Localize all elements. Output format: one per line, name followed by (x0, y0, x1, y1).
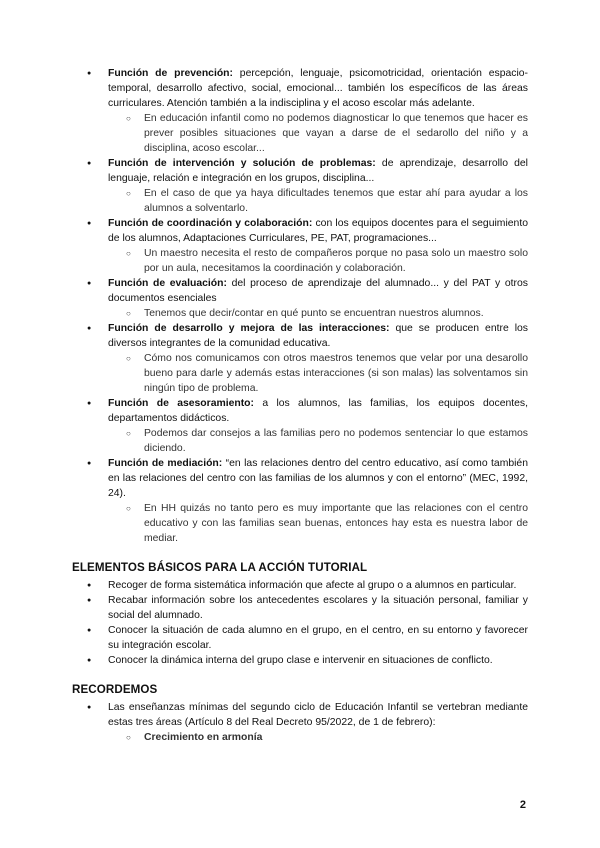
list-item (72, 321, 528, 396)
item-title: Función de coordinación y colaboración: (108, 218, 313, 229)
list-item (72, 66, 528, 156)
list-item (72, 700, 528, 745)
area-title: Crecimiento en armonía (144, 732, 263, 743)
item-text: percepción, lenguaje, psicomotricidad, orientación espacio- temporal, desarrollo afectivo, social, emocional... también los específicos de las áreas curriculares. Atención también a la indisciplina y el acoso escolar más adelante. (108, 68, 528, 109)
list-item: ● Conocer la situación de cada alumno en el grupo, en el centro, en su entorno y favorecer su integración escolar. (72, 623, 528, 653)
item-text: que se producen entre los diversos integrantes de la comunidad educativa. (108, 323, 528, 349)
list-item: ● Recoger de forma sistemática información que afecte al grupo o a alumnos en particular. (72, 578, 528, 593)
sub-list-item: ○ Podemos dar consejos a las familias pero no podemos sentenciar lo que estamos diciendo. (108, 426, 528, 456)
sub-list-item: ○ En el caso de que ya haya dificultades tenemos que estar ahí para ayudar a los alumnos a solventarlo. (108, 186, 528, 216)
list-item (72, 456, 528, 546)
section-heading-elementos: ELEMENTOS BÁSICOS PARA LA ACCIÓN TUTORIAL (72, 561, 368, 574)
page-number: 2 (519, 799, 526, 811)
list-item: ● Conocer la dinámica interna del grupo clase e intervenir en situaciones de conflicto. (72, 653, 528, 668)
sub-list-item: ○ En HH quizás no tanto pero es muy importante que las relaciones con el centro educativo y con las familias sean buenas, entonces hay esta es nuestra labor de mediar. (108, 501, 528, 546)
section-heading-recordemos: RECORDEMOS (72, 683, 158, 696)
sub-list-item: ○ Un maestro necesita el resto de compañeros porque no pasa solo un maestro solo por un aula, necesitamos la coordinación y colaboración. (108, 246, 528, 276)
item-title: Función de prevención: (108, 68, 233, 79)
item-title: Función de evaluación: (108, 278, 227, 289)
item-title: Función de intervención y solución de problemas: (108, 158, 376, 169)
sub-list-item: ○ En educación infantil como no podemos diagnosticar lo que tenemos que hacer es prever posibles situaciones que vayan a darse de el sedarollo del niño y a disciplina, acoso escolar... (108, 111, 528, 156)
item-title: Función de desarrollo y mejora de las interacciones: (108, 323, 390, 334)
recordemos-list (72, 700, 528, 745)
item-text: con los equipos docentes para el seguimiento de los alumnos, Adaptaciones Curriculares, PE, PAT, programaciones... (108, 218, 528, 244)
sub-list-item: ○ Tenemos que decir/contar en qué punto se encuentran nuestros alumnos. (108, 306, 528, 321)
functions-list (72, 66, 528, 546)
sub-list-item: ○ Cómo nos comunicamos con otros maestros tenemos que velar por una desarollo bueno para darle y además estas interacciones (si son malas) las solventamos sin ningún tipo de problema. (108, 351, 528, 396)
item-text: “en las relaciones dentro del centro educativo, así como también en las relaciones del centro con las familias de los alumnos y con el entorno” (MEC, 1992, 24). (108, 458, 528, 499)
item-title: Función de mediación: (108, 458, 223, 469)
list-item (72, 216, 528, 276)
list-item (72, 156, 528, 216)
list-item: ● Recabar información sobre los antecedentes escolares y la situación personal, familiar y social del alumnado. (72, 593, 528, 623)
item-text: del proceso de aprendizaje del alumnado... y del PAT y otros documentos esenciales (108, 278, 528, 304)
elementos-list (72, 578, 528, 668)
list-item (72, 396, 528, 456)
sub-list-item (108, 730, 528, 745)
item-text: Las enseñanzas mínimas del segundo ciclo de Educación Infantil se vertebran mediante estas tres áreas (Artículo 8 del Real Decreto 95/2022, de 1 de febrero): (108, 702, 528, 728)
item-text: de aprendizaje, desarrollo del lenguaje, relación e integración en los grupos, disciplina... (108, 158, 528, 184)
page-content (72, 66, 528, 745)
item-title: Función de asesoramiento: (108, 398, 254, 409)
item-text: a los alumnos, las familias, los equipos docentes, departamentos didácticos. (108, 398, 528, 424)
list-item (72, 276, 528, 321)
